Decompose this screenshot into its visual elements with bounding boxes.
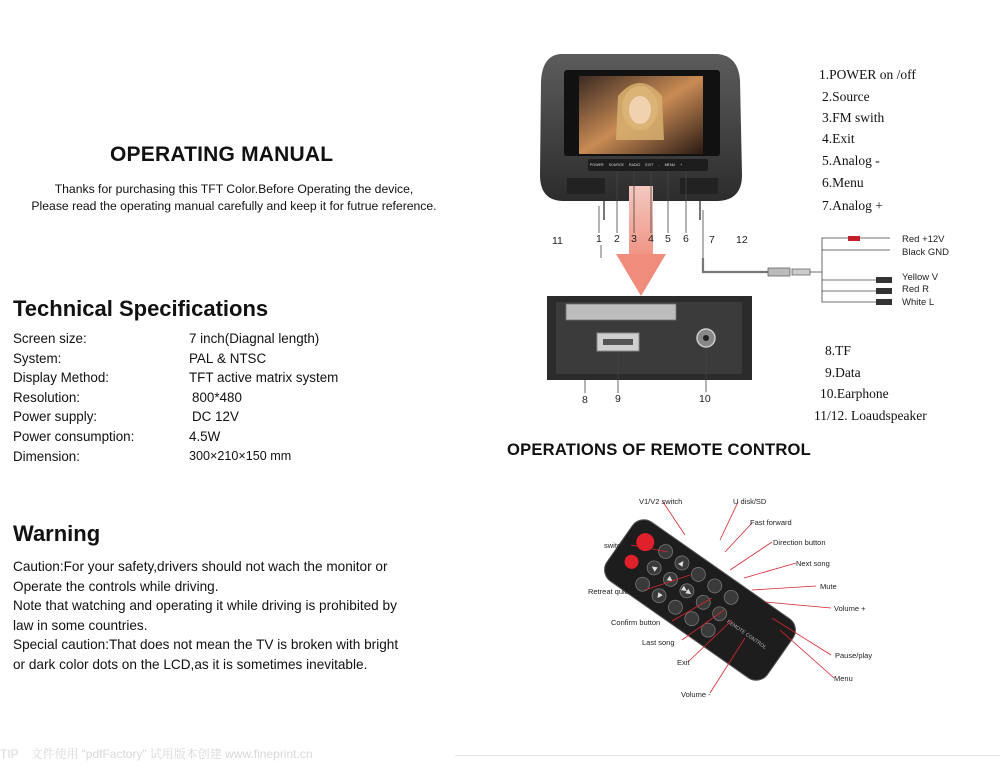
remote-label-next-song: Next song — [796, 559, 830, 568]
callout-2: 2 — [614, 233, 620, 245]
zoom-arrow — [616, 186, 666, 296]
spec-value: TFT active matrix system — [189, 370, 339, 385]
svg-text:▲: ▲ — [677, 558, 687, 568]
ports-legend-item: 10.Earphone — [820, 386, 889, 401]
remote-section-title: OPERATIONS OF REMOTE CONTROL — [507, 440, 811, 459]
wire-label-white-l: White L — [902, 297, 935, 308]
intro-line-2: Please read the operating manual carefully and keep it for futrue reference. — [31, 199, 437, 213]
spec-label: Display Method: — [13, 370, 110, 385]
warning-line: Operate the controls while driving. — [13, 578, 219, 594]
wire-label-red-r: Red R — [902, 284, 929, 295]
remote-label-last-song: Last song — [642, 638, 675, 647]
callout-6: 6 — [683, 233, 689, 245]
legend-item: 3.FM swith — [822, 110, 885, 125]
spec-label: System: — [13, 351, 62, 366]
remote-label-pause-play: Pause/play — [835, 651, 873, 660]
manual-title: OPERATING MANUAL — [110, 143, 334, 166]
remote-label-exit: Exit — [677, 658, 690, 667]
intro-line-1: Thanks for purchasing this TFT Color.Before Operating the device, — [54, 182, 414, 196]
remote-body-text: REMOTE CONTROL — [725, 618, 768, 651]
warning-line: Special caution:That does not mean the TV is broken with bright — [13, 637, 399, 652]
svg-text:▶: ▶ — [666, 574, 676, 585]
callout-5: 5 — [665, 233, 671, 245]
btn-plus-label: + — [680, 163, 683, 167]
legend-item: 5.Analog - — [822, 153, 880, 168]
spec-label: Power supply: — [13, 409, 98, 424]
warning-line: law in some countries. — [13, 617, 148, 633]
remote-label-volume-minus: Volume - — [681, 690, 711, 699]
spec-value: 800*480 — [192, 390, 242, 405]
remote-label-confirm: Confirm button — [611, 618, 661, 627]
remote-label-fast-forward: Fast forward — [750, 518, 792, 527]
monitor-button-strip — [590, 163, 708, 167]
warning-line: Caution:For your safety,drivers should not wach the monitor or — [13, 559, 388, 574]
remote-label-mute: Mute — [820, 582, 837, 591]
btn-radio-label: RADIO — [628, 163, 641, 167]
spec-value: 4.5W — [189, 429, 221, 444]
warning-line: Note that watching and operating it while driving is prohibited by — [13, 598, 397, 613]
callout-3: 3 — [631, 233, 637, 245]
wire-label-yellow-v: Yellow V — [902, 272, 939, 283]
legend-item: 1.POWER on /off — [819, 67, 916, 82]
remote-label-direction: Direction button — [773, 538, 826, 547]
svg-text:▼: ▼ — [654, 590, 664, 601]
spec-value: 7 inch(Diagnal length) — [189, 331, 320, 346]
remote-label-v1v2: V1/V2 switch — [639, 497, 683, 506]
callout-11: 11 — [552, 235, 563, 247]
warning-line: or dark color dots on the LCD,as it is sometimes inevitable. — [13, 656, 368, 672]
btn-source-label: SOURCE — [608, 163, 624, 167]
spec-label: Power consumption: — [13, 429, 135, 444]
btn-minus-label: - — [658, 163, 660, 167]
legend-item: 7.Analog + — [822, 198, 883, 213]
pdf-watermark-footer: TIP 文件使用 “pdfFactory” 试用版本创建 www.fineprint.cn — [0, 747, 313, 761]
remote-label-menu: Menu — [834, 674, 853, 683]
wire-label-red-12v: Red +12V — [902, 234, 945, 245]
spec-label: Dimension: — [13, 449, 80, 464]
svg-text:▶▶: ▶▶ — [680, 584, 694, 598]
callout-12: 12 — [736, 234, 748, 246]
callout-4: 4 — [648, 233, 654, 245]
wire-label-black-gnd: Black GND — [902, 247, 949, 258]
btn-exit-label: EXIT — [645, 163, 654, 167]
remote-label-udisk: U disk/SD — [733, 497, 767, 506]
tf-card-slot — [566, 304, 676, 320]
callout-1: 1 — [596, 233, 602, 245]
ports-legend-item: 11/12. Loaudspeaker — [814, 408, 927, 423]
spec-value: PAL & NTSC — [189, 351, 267, 366]
port-panel — [547, 296, 752, 380]
remote-label-retreat: Retreat quickly — [588, 587, 638, 596]
callout-10: 10 — [699, 393, 711, 405]
remote-label-switch: switch — [604, 541, 625, 550]
ports-legend-item: 8.TF — [825, 343, 851, 358]
svg-text:◀: ◀ — [649, 563, 659, 573]
remote-control-body — [599, 514, 801, 685]
spec-value: DC 12V — [192, 409, 239, 424]
spec-label: Resolution: — [13, 390, 80, 405]
btn-menu-label: MENU — [664, 163, 676, 167]
ports-legend-item: 9.Data — [825, 365, 861, 380]
callout-8: 8 — [582, 394, 588, 406]
btn-power-label: POWER — [590, 163, 604, 167]
legend-item: 6.Menu — [822, 175, 864, 190]
legend-item: 2.Source — [822, 89, 870, 104]
spec-heading: Technical Specifications — [13, 296, 269, 321]
spec-label: Screen size: — [13, 331, 87, 346]
spec-value: 300×210×150 mm — [189, 449, 292, 463]
legend-item: 4.Exit — [822, 131, 855, 146]
callout-7: 7 — [709, 234, 715, 246]
remote-label-volume-plus: Volume + — [834, 604, 866, 613]
callout-9: 9 — [615, 393, 621, 405]
warning-heading: Warning — [13, 521, 101, 546]
